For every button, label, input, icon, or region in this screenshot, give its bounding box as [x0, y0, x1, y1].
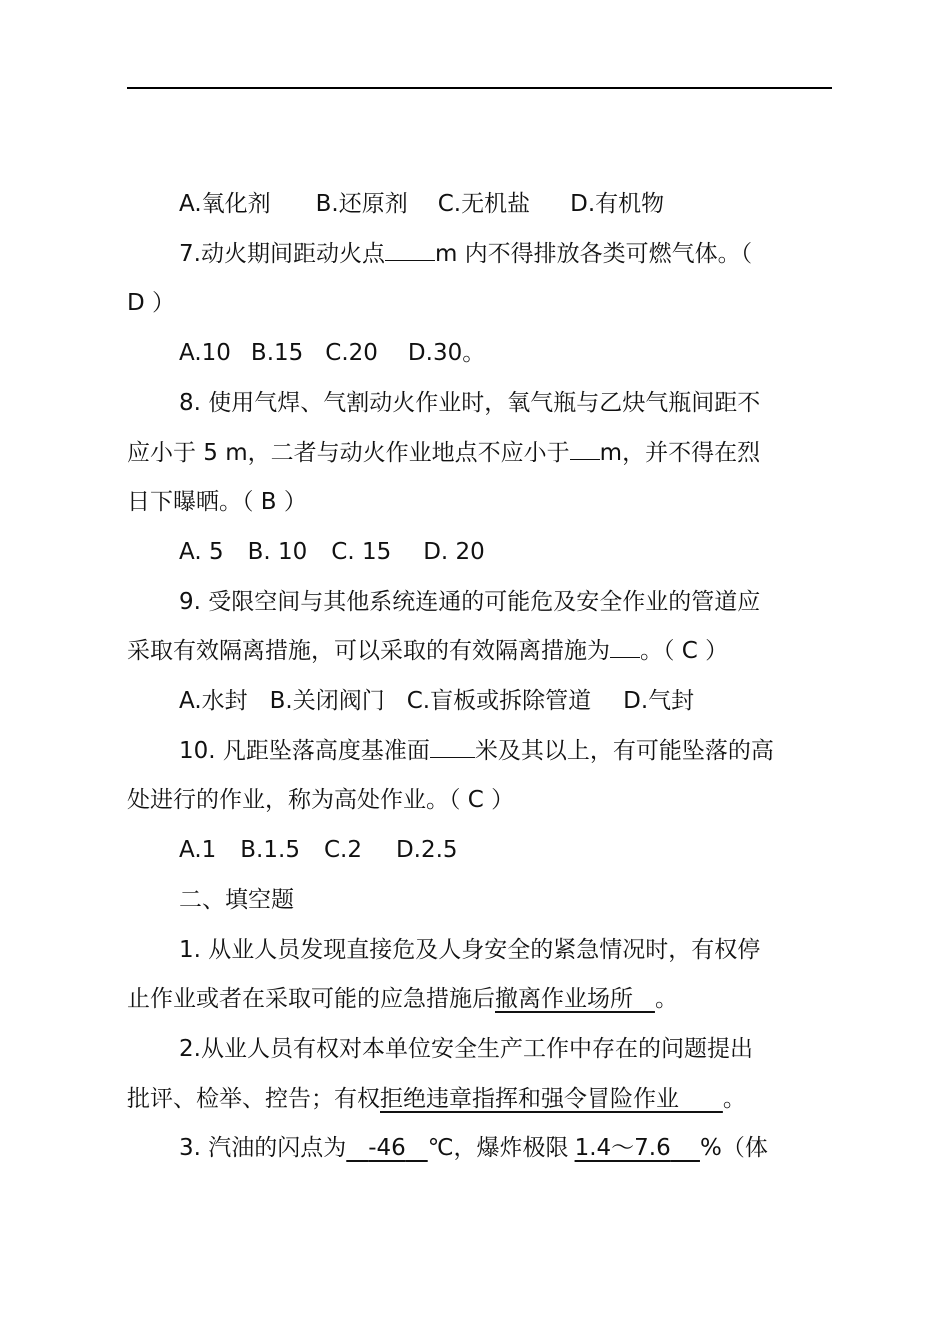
q7-option-c: C.20 — [325, 340, 378, 367]
q6-option-a: A.氧化剂 — [179, 191, 271, 217]
q10-option-c: C.2 — [323, 837, 362, 864]
q8-line-3: 日下曝晒。（ B ） — [127, 489, 307, 516]
q9-blank — [610, 634, 640, 658]
q7-blank — [385, 237, 435, 261]
q8-option-b: B. 10 — [247, 538, 308, 565]
f3-text-middle: ℃，爆炸极限 — [427, 1135, 569, 1162]
q9-line-1: 9. 受限空间与其他系统连通的可能危及安全作业的管道应 — [179, 588, 761, 615]
q8-option-c: C. 15 — [331, 538, 392, 565]
q9-line-2 — [127, 627, 832, 677]
q9-option-a: A.水封 — [179, 688, 248, 715]
f2-line-1: 2.从业人员有权对本单位安全生产工作中存在的问题提出 — [179, 1035, 753, 1062]
q10-option-a: A.1 — [179, 837, 217, 864]
q7-line-1 — [127, 230, 832, 280]
q10-options — [127, 826, 832, 876]
q10-line-2: 处进行的作业，称为高处作业。（ C ） — [127, 787, 515, 814]
q8-line-2 — [127, 429, 832, 479]
q8-text-after: m，并不得在烈 — [599, 439, 761, 466]
section-2-title: 二、填空题 — [179, 886, 294, 913]
q8-options — [127, 528, 832, 578]
q7-options — [127, 329, 832, 379]
q8-text-before: 应小于 5 m，二者与动火作业地点不应小于 — [127, 439, 570, 466]
q9-text-after: 。（ C ） — [640, 638, 729, 665]
q7-text-after: m 内不得排放各类可燃气体。（ — [434, 240, 753, 267]
f1-text-before: 止作业或者在采取可能的应急措施后 — [127, 986, 495, 1013]
q9-options — [127, 677, 832, 727]
q6-option-b: B.还原剂 — [315, 191, 408, 217]
q7-line-2: D ） — [127, 290, 176, 317]
q9-option-b: B.关闭阀门 — [269, 688, 385, 715]
f2-text-before: 批评、检举、控告；有权 — [127, 1085, 380, 1112]
f3-answer-1: -46 — [368, 1135, 406, 1162]
q6-options — [127, 180, 832, 230]
f3-line-1 — [127, 1124, 832, 1174]
q7-text-before: 7.动火期间距动火点 — [179, 240, 385, 267]
q7-option-d: D.30。 — [407, 340, 486, 367]
q8-blank — [570, 436, 600, 460]
q6-option-c: C.无机盐 — [437, 191, 531, 217]
f1-answer: 撤离作业场所 — [495, 986, 633, 1013]
q8-option-d: D. 20 — [423, 538, 485, 565]
q10-option-d: D.2.5 — [395, 837, 458, 864]
q9-text-before: 采取有效隔离措施，可以采取的有效隔离措施为 — [127, 638, 610, 665]
f1-line-2 — [127, 975, 832, 1025]
f3-answer-2: 1.4～7.6 — [574, 1135, 671, 1162]
q9-option-d: D.气封 — [623, 688, 695, 715]
q7-option-a: A.10 — [179, 340, 231, 367]
f1-line-1: 1. 从业人员发现直接危及人身安全的紧急情况时，有权停 — [179, 936, 761, 963]
f2-text-after: 。 — [722, 1085, 746, 1112]
q10-blank — [430, 734, 475, 758]
q8-option-a: A. 5 — [179, 538, 224, 565]
f3-text-after: %（体 — [699, 1135, 768, 1162]
f3-text-before: 3. 汽油的闪点为 — [179, 1135, 347, 1162]
q10-text-before: 10. 凡距坠落高度基准面 — [179, 737, 430, 764]
q7-option-b: B.15 — [250, 340, 304, 367]
q10-text-after: 米及其以上，有可能坠落的高 — [474, 737, 774, 764]
q10-line-1 — [127, 727, 832, 777]
f2-answer: 拒绝违章指挥和强令冒险作业 — [380, 1085, 679, 1112]
f1-text-after: 。 — [654, 986, 678, 1013]
q6-option-d: D.有机物 — [570, 191, 665, 217]
f2-line-2 — [127, 1075, 832, 1125]
q10-option-b: B.1.5 — [240, 837, 300, 864]
q8-line-1: 8. 使用气焊、气割动火作业时，氧气瓶与乙炔气瓶间距不 — [179, 389, 761, 416]
q9-option-c: C.盲板或拆除管道 — [406, 688, 592, 715]
document-body — [127, 180, 832, 1174]
header-rule — [127, 87, 832, 89]
